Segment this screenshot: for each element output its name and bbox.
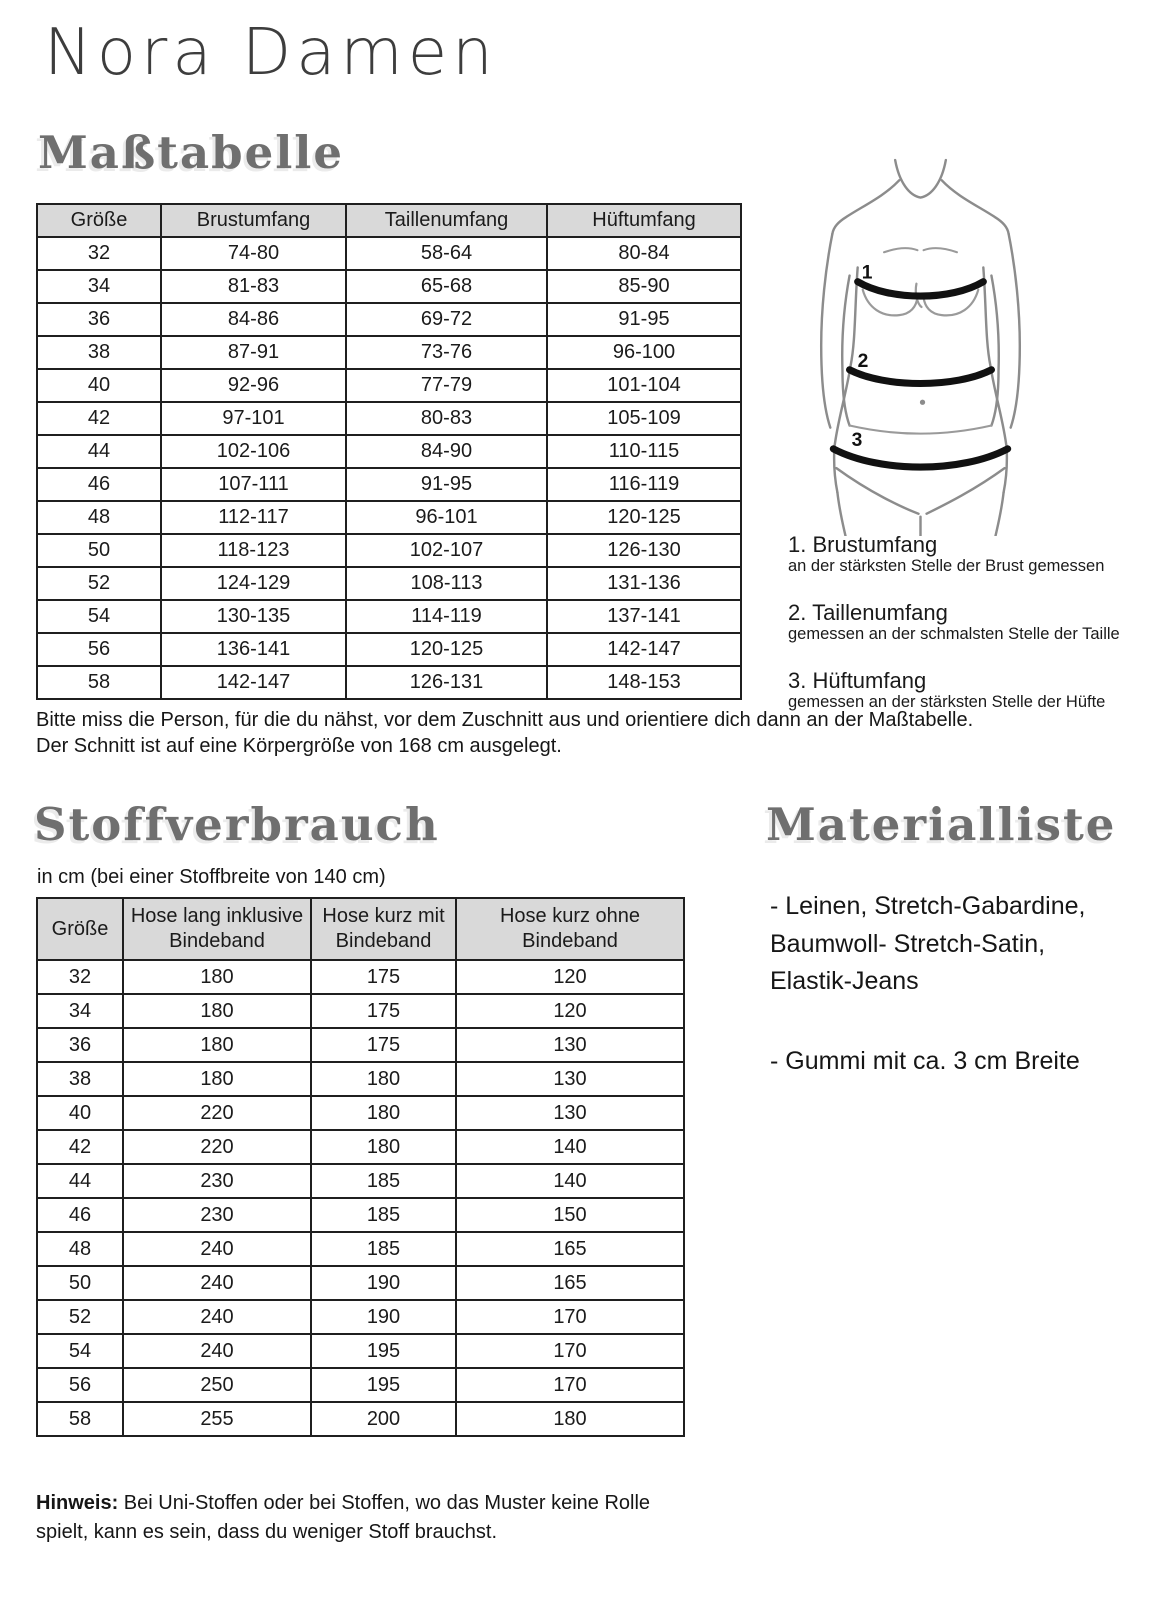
table-row (37, 1198, 684, 1232)
table-row (37, 1300, 684, 1334)
material-list (770, 888, 1106, 1122)
table-cell: 120-125 (346, 633, 547, 666)
table-row (37, 270, 741, 303)
hip-band-label: 3 (851, 429, 863, 451)
table-cell: 140 (456, 1130, 684, 1164)
fabric-usage-heading: Stoffverbrauch (34, 798, 440, 851)
table-row (37, 1232, 684, 1266)
table-row (37, 633, 741, 666)
table-cell: 120 (456, 960, 684, 994)
table-row (37, 1368, 684, 1402)
table-cell: 91-95 (346, 468, 547, 501)
table-cell: 180 (123, 960, 311, 994)
table-cell: 85-90 (547, 270, 741, 303)
table-cell: 130 (456, 1062, 684, 1096)
fabric-usage-table (36, 897, 685, 1437)
table-cell: 180 (123, 1062, 311, 1096)
table-cell: 170 (456, 1368, 684, 1402)
table-cell: 180 (456, 1402, 684, 1436)
table-cell: 46 (37, 1198, 123, 1232)
table-cell: 34 (37, 270, 161, 303)
table-cell: 102-107 (346, 534, 547, 567)
table-cell: 200 (311, 1402, 456, 1436)
table-cell: 108-113 (346, 567, 547, 600)
table-cell: 80-83 (346, 402, 547, 435)
table-cell: 120 (456, 994, 684, 1028)
table-cell: 124-129 (161, 567, 346, 600)
fabric-usage-subtitle: in cm (bei einer Stoffbreite von 140 cm) (37, 866, 386, 888)
table-cell: 48 (37, 501, 161, 534)
body-measurement-diagram (798, 156, 1043, 536)
table-row (37, 567, 741, 600)
table-row (37, 435, 741, 468)
waist-band (850, 370, 992, 384)
table-cell: 175 (311, 994, 456, 1028)
column-header: Hüftumfang (547, 204, 741, 237)
table-row (37, 501, 741, 534)
table-cell: 48 (37, 1232, 123, 1266)
table-cell: 116-119 (547, 468, 741, 501)
table-cell: 44 (37, 1164, 123, 1198)
table-cell: 92-96 (161, 369, 346, 402)
column-header: Hose kurz ohne Bindeband (456, 898, 684, 960)
table-cell: 137-141 (547, 600, 741, 633)
material-item-elastic: - Gummi mit ca. 3 cm Breite (770, 1046, 1080, 1075)
table-cell: 180 (311, 1130, 456, 1164)
table-cell: 165 (456, 1266, 684, 1300)
table-cell: 50 (37, 534, 161, 567)
table-cell: 148-153 (547, 666, 741, 699)
header-row (37, 898, 684, 960)
table-cell: 220 (123, 1130, 311, 1164)
table-row (37, 237, 741, 270)
table-row (37, 1164, 684, 1198)
measuring-note (36, 707, 973, 760)
table-cell: 175 (311, 960, 456, 994)
table-cell: 142-147 (161, 666, 346, 699)
table-cell: 40 (37, 1096, 123, 1130)
table-cell: 130 (456, 1028, 684, 1062)
table-cell: 40 (37, 369, 161, 402)
table-cell: 185 (311, 1232, 456, 1266)
table-cell: 69-72 (346, 303, 547, 336)
legend-title: 1. Brustumfang (788, 532, 938, 557)
table-cell: 110-115 (547, 435, 741, 468)
legend-description: gemessen an der schmalsten Stelle der Taille (788, 625, 1120, 644)
table-cell: 46 (37, 468, 161, 501)
bust-band-label: 1 (861, 262, 873, 284)
table-row (37, 1096, 684, 1130)
table-row (37, 960, 684, 994)
table-cell: 120-125 (547, 501, 741, 534)
table-row (37, 994, 684, 1028)
table-cell: 142-147 (547, 633, 741, 666)
table-row (37, 402, 741, 435)
table-cell: 180 (123, 1028, 311, 1062)
table-cell: 255 (123, 1402, 311, 1436)
table-cell: 150 (456, 1198, 684, 1232)
table-row (37, 468, 741, 501)
column-header: Brustumfang (161, 204, 346, 237)
table-row (37, 1402, 684, 1436)
table-cell: 195 (311, 1334, 456, 1368)
material-item-fabrics: - Leinen, Stretch-Gabardine, Baumwoll- Stretch-Satin, Elastik-Jeans (770, 892, 1086, 995)
table-cell: 126-131 (346, 666, 547, 699)
table-cell: 54 (37, 600, 161, 633)
table-cell: 32 (37, 960, 123, 994)
legend-description: an der stärksten Stelle der Brust gemessen (788, 557, 1105, 576)
table-cell: 195 (311, 1368, 456, 1402)
table-cell: 80-84 (547, 237, 741, 270)
table-cell: 136-141 (161, 633, 346, 666)
table-cell: 240 (123, 1300, 311, 1334)
table-cell: 56 (37, 633, 161, 666)
table-cell: 240 (123, 1334, 311, 1368)
bust-band (858, 282, 984, 296)
table-cell: 56 (37, 1368, 123, 1402)
table-cell: 81-83 (161, 270, 346, 303)
table-row (37, 303, 741, 336)
table-cell: 97-101 (161, 402, 346, 435)
table-row (37, 336, 741, 369)
table-cell: 180 (311, 1062, 456, 1096)
legend-title: 3. Hüftumfang (788, 668, 927, 694)
table-cell: 170 (456, 1300, 684, 1334)
table-cell: 190 (311, 1300, 456, 1334)
table-cell: 52 (37, 1300, 123, 1334)
table-cell: 114-119 (346, 600, 547, 633)
table-cell: 44 (37, 435, 161, 468)
table-cell: 96-100 (547, 336, 741, 369)
table-cell: 170 (456, 1334, 684, 1368)
table-cell: 52 (37, 567, 161, 600)
table-cell: 180 (123, 994, 311, 1028)
table-cell: 240 (123, 1266, 311, 1300)
header-row (37, 204, 741, 237)
table-cell: 58-64 (346, 237, 547, 270)
table-cell: 84-90 (346, 435, 547, 468)
table-cell: 36 (37, 303, 161, 336)
table-cell: 36 (37, 1028, 123, 1062)
table-cell: 180 (311, 1096, 456, 1130)
table-cell: 105-109 (547, 402, 741, 435)
measuring-note-line2: Der Schnitt ist auf eine Körpergröße von 168 cm ausgelegt. (36, 735, 562, 758)
column-header: Größe (37, 204, 161, 237)
measurement-legend (788, 532, 1144, 736)
legend-title: 2. Taillenumfang (788, 600, 948, 626)
table-cell: 96-101 (346, 501, 547, 534)
column-header: Hose lang inklusive Bindeband (123, 898, 311, 960)
table-cell: 58 (37, 666, 161, 699)
column-header: Hose kurz mit Bindeband (311, 898, 456, 960)
table-cell: 107-111 (161, 468, 346, 501)
table-row (37, 1130, 684, 1164)
navel-dot (920, 400, 925, 405)
table-cell: 42 (37, 1130, 123, 1164)
hint-note (36, 1489, 656, 1547)
table-cell: 230 (123, 1198, 311, 1232)
table-row (37, 600, 741, 633)
table-cell: 185 (311, 1164, 456, 1198)
table-cell: 250 (123, 1368, 311, 1402)
hint-text: Bei Uni-Stoffen oder bei Stoffen, wo das Muster keine Rolle spielt, kann es sein, dass du weniger Stoff brauchst. (36, 1492, 651, 1543)
column-header: Taillenumfang (346, 204, 547, 237)
hint-label: Hinweis: (36, 1492, 119, 1514)
table-cell: 32 (37, 237, 161, 270)
table-cell: 65-68 (346, 270, 547, 303)
table-cell: 185 (311, 1198, 456, 1232)
legend-item-bust (788, 532, 1144, 577)
table-cell: 130-135 (161, 600, 346, 633)
legend-description: gemessen an der stärksten Stelle der Hüfte (788, 693, 1106, 712)
table-row (37, 1334, 684, 1368)
table-cell: 87-91 (161, 336, 346, 369)
table-cell: 220 (123, 1096, 311, 1130)
table-cell: 58 (37, 1402, 123, 1436)
table-cell: 126-130 (547, 534, 741, 567)
measuring-note-line1: Bitte miss die Person, für die du nähst, vor dem Zuschnitt aus und orientiere dich dann an der Maßtabelle. (36, 709, 974, 731)
waist-band-label: 2 (857, 350, 869, 372)
table-row (37, 369, 741, 402)
table-cell: 91-95 (547, 303, 741, 336)
table-cell: 38 (37, 1062, 123, 1096)
table-row (37, 1266, 684, 1300)
page-title: Nora Damen (44, 16, 498, 90)
table-cell: 101-104 (547, 369, 741, 402)
legend-item-waist (788, 600, 1144, 645)
table-cell: 54 (37, 1334, 123, 1368)
table-cell: 131-136 (547, 567, 741, 600)
table-cell: 73-76 (346, 336, 547, 369)
size-table (36, 203, 742, 700)
table-cell: 118-123 (161, 534, 346, 567)
table-row (37, 534, 741, 567)
table-cell: 77-79 (346, 369, 547, 402)
table-cell: 240 (123, 1232, 311, 1266)
size-table-heading: Maßtabelle (38, 126, 345, 179)
table-cell: 175 (311, 1028, 456, 1062)
table-cell: 42 (37, 402, 161, 435)
table-cell: 102-106 (161, 435, 346, 468)
table-row (37, 666, 741, 699)
table-cell: 84-86 (161, 303, 346, 336)
table-cell: 50 (37, 1266, 123, 1300)
table-cell: 74-80 (161, 237, 346, 270)
material-list-heading: Materialliste (766, 798, 1117, 851)
column-header: Größe (37, 898, 123, 960)
table-cell: 130 (456, 1096, 684, 1130)
table-cell: 165 (456, 1232, 684, 1266)
table-cell: 34 (37, 994, 123, 1028)
hip-band (833, 449, 1007, 467)
table-cell: 230 (123, 1164, 311, 1198)
table-row (37, 1028, 684, 1062)
table-cell: 190 (311, 1266, 456, 1300)
table-cell: 38 (37, 336, 161, 369)
table-row (37, 1062, 684, 1096)
table-cell: 140 (456, 1164, 684, 1198)
table-cell: 112-117 (161, 501, 346, 534)
